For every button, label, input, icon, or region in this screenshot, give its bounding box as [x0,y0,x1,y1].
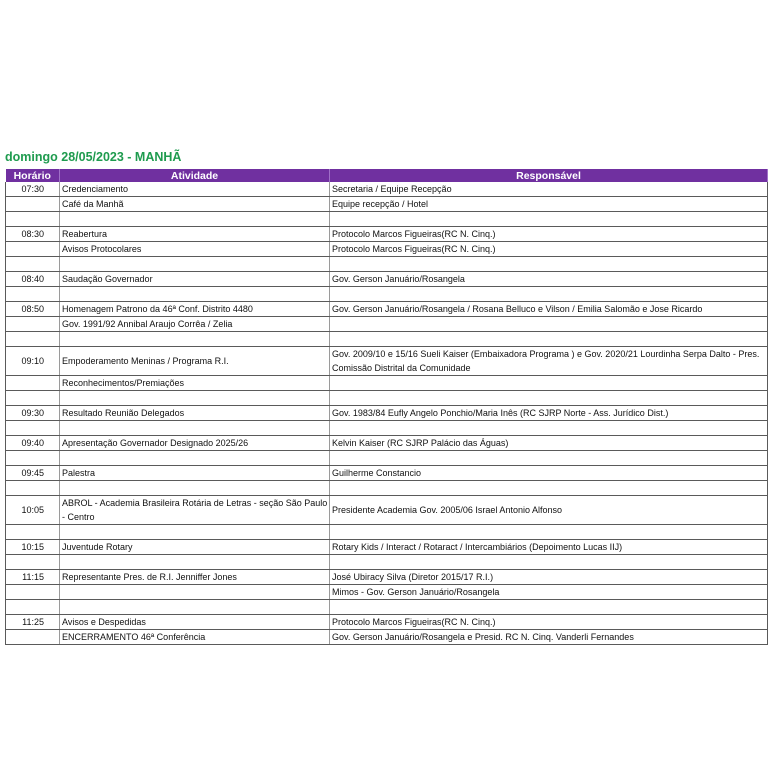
time-cell [6,391,60,406]
responsible-cell [330,376,768,391]
table-row [6,630,768,645]
table-row [6,197,768,212]
time-cell: 08:50 [6,302,60,317]
responsible-cell [330,287,768,302]
responsible-cell [330,525,768,540]
responsible-cell: Gov. 2009/10 e 15/16 Sueli Kaiser (Embaixadora Programa ) e Gov. 2020/21 Lourdinha Serpa Dalto - Pres. Comissão Distrital da Comunidade [330,347,768,376]
activity-cell [60,332,330,347]
time-cell [6,376,60,391]
table-row [6,317,768,332]
responsible-cell: Secretaria / Equipe Recepção [330,182,768,197]
time-cell [6,287,60,302]
time-cell [6,630,60,645]
time-cell [6,332,60,347]
time-cell [6,481,60,496]
responsible-cell [330,317,768,332]
schedule-title: domingo 28/05/2023 - MANHÃ [5,150,182,164]
responsible-cell [330,257,768,272]
responsible-cell [330,391,768,406]
table-row [6,421,768,436]
activity-cell: Gov. 1991/92 Annibal Araujo Corrêa / Zelia [60,317,330,332]
activity-cell: Credenciamento [60,182,330,197]
schedule-table [5,169,768,645]
activity-cell [60,481,330,496]
table-row [6,451,768,466]
activity-cell [60,257,330,272]
activity-cell: Apresentação Governador Designado 2025/26 [60,436,330,451]
responsible-cell: Gov. Gerson Januário/Rosangela e Presid. RC N. Cinq. Vanderli Fernandes [330,630,768,645]
time-cell [6,451,60,466]
table-row [6,376,768,391]
responsible-cell: Protocolo Marcos Figueiras(RC N. Cinq.) [330,227,768,242]
table-row [6,272,768,287]
activity-cell [60,585,330,600]
responsible-cell [330,212,768,227]
table-row [6,347,768,376]
time-cell: 09:30 [6,406,60,421]
time-cell: 09:45 [6,466,60,481]
time-cell: 11:15 [6,570,60,585]
time-cell [6,212,60,227]
activity-cell [60,525,330,540]
header-row [6,169,768,182]
table-row [6,227,768,242]
table-row [6,496,768,525]
activity-cell [60,555,330,570]
table-row [6,585,768,600]
table-row [6,287,768,302]
activity-cell: Avisos Protocolares [60,242,330,257]
activity-cell: Reabertura [60,227,330,242]
header-atividade: Atividade [60,169,330,182]
time-cell [6,600,60,615]
responsible-cell [330,332,768,347]
responsible-cell: Gov. Gerson Januário/Rosangela / Rosana Belluco e Vilson / Emilia Salomão e Jose Ricardo [330,302,768,317]
activity-cell: Homenagem Patrono da 46ª Conf. Distrito 4480 [60,302,330,317]
time-cell: 10:15 [6,540,60,555]
table-row [6,302,768,317]
responsible-cell: Protocolo Marcos Figueiras(RC N. Cinq.) [330,615,768,630]
activity-cell [60,421,330,436]
activity-cell: Saudação Governador [60,272,330,287]
table-row [6,242,768,257]
table-row [6,600,768,615]
table-row [6,525,768,540]
responsible-cell: Rotary Kids / Interact / Rotaract / Intercambiários (Depoimento Lucas IIJ) [330,540,768,555]
table-row [6,570,768,585]
header-responsavel: Responsável [330,169,768,182]
table-row [6,540,768,555]
time-cell [6,585,60,600]
responsible-cell: Mimos - Gov. Gerson Januário/Rosangela [330,585,768,600]
responsible-cell [330,421,768,436]
table-row [6,436,768,451]
activity-cell: Reconhecimentos/Premiações [60,376,330,391]
activity-cell: Avisos e Despedidas [60,615,330,630]
responsible-cell [330,555,768,570]
table-row [6,332,768,347]
time-cell: 07:30 [6,182,60,197]
responsible-cell: Gov. 1983/84 Eufly Angelo Ponchio/Maria Inês (RC SJRP Norte - Ass. Jurídico Dist.) [330,406,768,421]
activity-cell: Representante Pres. de R.I. Jenniffer Jones [60,570,330,585]
header-horario: Horário [6,169,60,182]
time-cell: 09:10 [6,347,60,376]
time-cell: 08:40 [6,272,60,287]
time-cell [6,197,60,212]
activity-cell [60,600,330,615]
time-cell: 08:30 [6,227,60,242]
activity-cell: Empoderamento Meninas / Programa R.I. [60,347,330,376]
activity-cell: Juventude Rotary [60,540,330,555]
activity-cell: Palestra [60,466,330,481]
responsible-cell: Gov. Gerson Januário/Rosangela [330,272,768,287]
responsible-cell: José Ubiracy Silva (Diretor 2015/17 R.I.) [330,570,768,585]
table-row [6,555,768,570]
responsible-cell [330,600,768,615]
activity-cell [60,287,330,302]
time-cell: 09:40 [6,436,60,451]
time-cell [6,555,60,570]
table-row [6,391,768,406]
table-row [6,212,768,227]
responsible-cell: Protocolo Marcos Figueiras(RC N. Cinq.) [330,242,768,257]
time-cell [6,257,60,272]
table-row [6,466,768,481]
time-cell: 11:25 [6,615,60,630]
activity-cell [60,212,330,227]
activity-cell: ABROL - Academia Brasileira Rotária de Letras - seção São Paulo - Centro [60,496,330,525]
responsible-cell [330,481,768,496]
responsible-cell [330,451,768,466]
time-cell [6,242,60,257]
activity-cell [60,391,330,406]
time-cell [6,525,60,540]
table-row [6,257,768,272]
activity-cell: Café da Manhã [60,197,330,212]
time-cell [6,421,60,436]
table-row [6,182,768,197]
activity-cell [60,451,330,466]
table-row [6,615,768,630]
activity-cell: Resultado Reunião Delegados [60,406,330,421]
responsible-cell: Kelvin Kaiser (RC SJRP Palácio das Águas) [330,436,768,451]
responsible-cell: Guilherme Constancio [330,466,768,481]
activity-cell: ENCERRAMENTO 46ª Conferência [60,630,330,645]
responsible-cell: Presidente Academia Gov. 2005/06 Israel Antonio Alfonso [330,496,768,525]
time-cell: 10:05 [6,496,60,525]
table-row [6,481,768,496]
table-row [6,406,768,421]
responsible-cell: Equipe recepção / Hotel [330,197,768,212]
time-cell [6,317,60,332]
